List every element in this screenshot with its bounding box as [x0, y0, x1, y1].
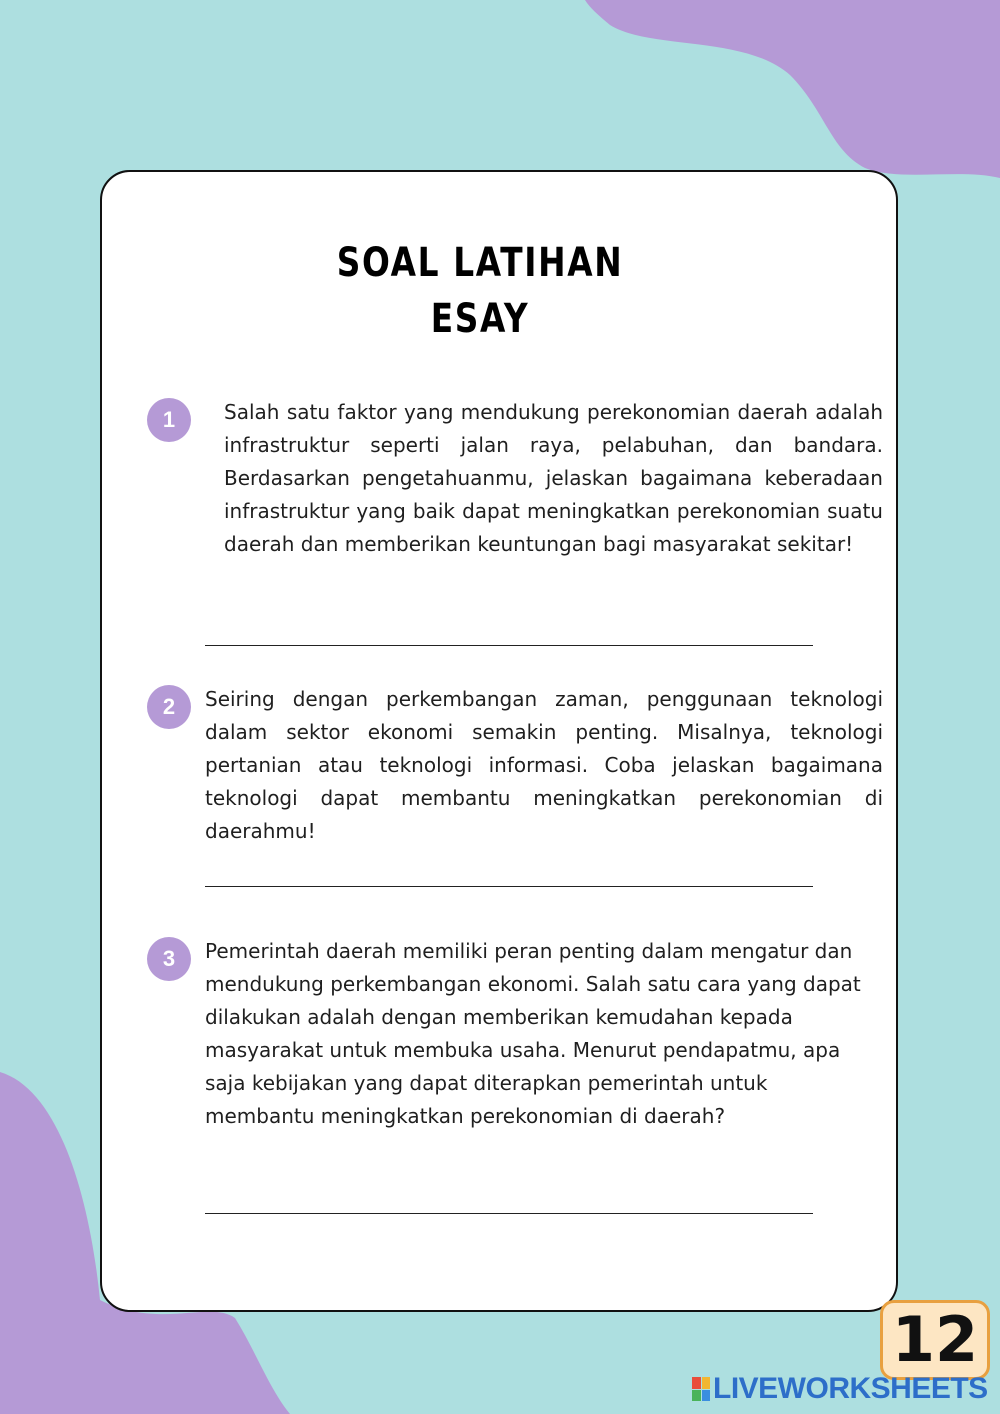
question-1-number: 1: [147, 398, 191, 442]
answer-line-2[interactable]: [205, 886, 813, 887]
answer-line-3[interactable]: [205, 1213, 813, 1214]
liveworksheets-logo-icon: [692, 1377, 710, 1401]
page-number-badge: 12: [880, 1300, 990, 1380]
title-line-2: ESAY: [430, 296, 530, 342]
question-1-text: Salah satu faktor yang mendukung perekonomian daerah adalah infrastruktur seperti jalan raya, pelabuhan, dan bandara. Berdasarkan pengetahuanmu, jelaskan bagaimana keberadaan infrastruktur yang baik dapat meningkatkan perekonomian suatu daerah dan memberikan keuntungan bagi masyarakat sekitar!: [224, 400, 883, 556]
question-2-number: 2: [147, 685, 191, 729]
page-title: [291, 235, 668, 347]
question-3-number: 3: [147, 937, 191, 981]
liveworksheets-brand: [692, 1372, 988, 1406]
brand-name: LIVEWORKSHEETS: [713, 1372, 988, 1405]
top-right-blob: [585, 0, 1000, 178]
question-2-text: Seiring dengan perkembangan zaman, penggunaan teknologi dalam sektor ekonomi semakin penting. Misalnya, teknologi pertanian atau teknologi informasi. Coba jelaskan bagaimana teknologi dapat membantu meningkatkan perekonomian di daerahmu!: [205, 687, 883, 843]
answer-line-1[interactable]: [205, 645, 813, 646]
title-line-1: SOAL LATIHAN: [336, 240, 624, 286]
question-3-text: Pemerintah daerah memiliki peran penting dalam mengatur dan mendukung perkembangan ekonomi. Salah satu cara yang dapat dilakukan adalah dengan memberikan kemudahan kepada masyarakat untuk membuka usaha. Menurut pendapatmu, apa saja kebijakan yang dapat diterapkan pemerintah untuk membantu meningkatkan perekonomian di daerah?: [205, 939, 861, 1128]
